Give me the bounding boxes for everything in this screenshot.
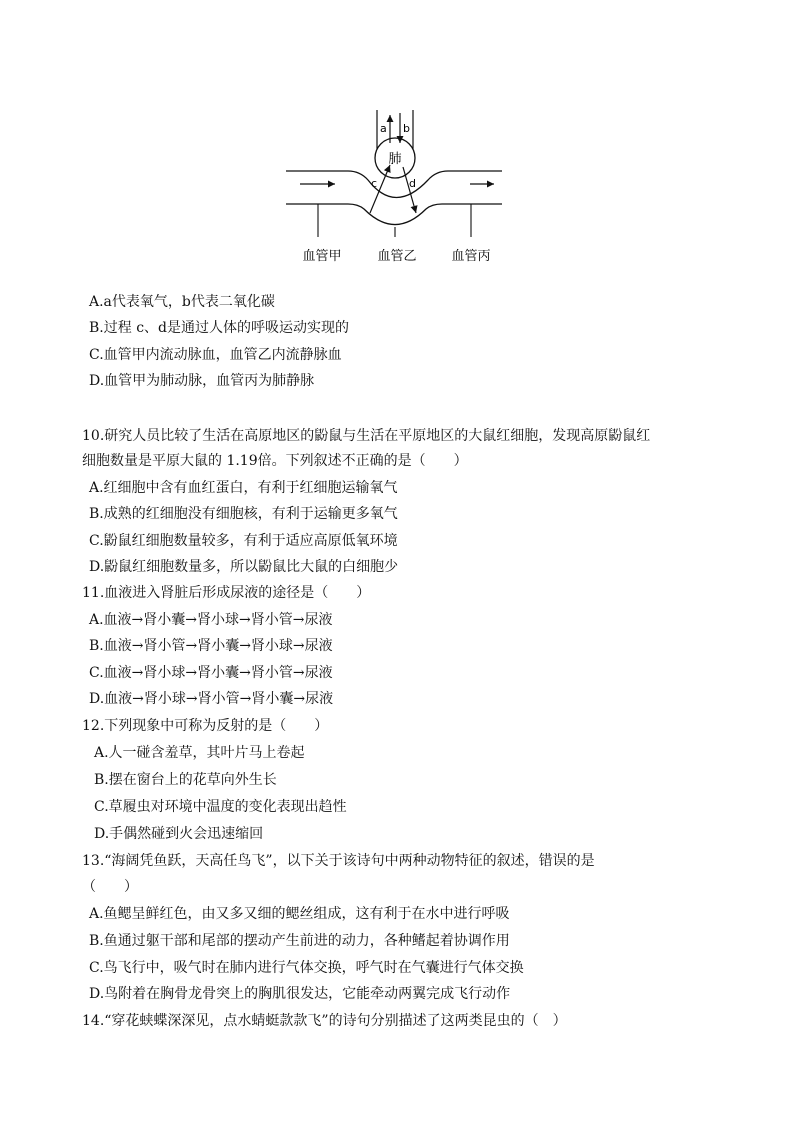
q9-option-b: B.过程 c、d是通过人体的呼吸运动实现的 (89, 320, 349, 336)
label-b: b (403, 122, 410, 135)
organ-label: 肺 (388, 152, 402, 167)
q9-option-c: C.血管甲内流动脉血，血管乙内流静脉血 (89, 347, 342, 363)
q13-option-a: A.鱼鳃呈鲜红色，由又多又细的鳃丝组成，这有利于在水中进行呼吸 (89, 906, 510, 922)
q9-option-d: D.血管甲为肺动脉，血管丙为肺静脉 (89, 373, 315, 389)
q12-option-d: D.手偶然碰到火会迅速缩回 (94, 826, 264, 842)
q11-option-b: B.血液→肾小管→肾小囊→肾小球→尿液 (89, 638, 333, 654)
q13-option-b: B.鱼通过躯干部和尾部的摆动产生前进的动力，各种鳍起着协调作用 (89, 933, 510, 949)
q10-option-c: C.鼢鼠红细胞数量较多，有利于适应高原低氧环境 (89, 533, 398, 549)
q10-stem-line2: 细胞数量是平原大鼠的 1.19倍。下列叙述不正确的是（ ） (82, 453, 468, 469)
q13-stem-line1: 13.“海阔凭鱼跃，天高任鸟飞”，以下关于该诗句中两种动物特征的叙述，错误的是 (82, 853, 595, 869)
q12-option-b: B.摆在窗台上的花草向外生长 (94, 772, 277, 788)
vessel-label-1: 血管甲 (302, 249, 342, 264)
q12-option-c: C.草履虫对环境中温度的变化表现出趋性 (94, 799, 347, 815)
q14-stem: 14.“穿花蛱蝶深深见，点水蜻蜓款款飞”的诗句分别描述了这两类昆虫的（ ） (82, 1013, 567, 1029)
q11-stem: 11.血液进入肾脏后形成尿液的途径是（ ） (82, 585, 371, 601)
lung-blood-vessel-diagram (280, 105, 520, 275)
q10-option-a: A.红细胞中含有血红蛋白，有利于红细胞运输氧气 (89, 480, 398, 496)
vessel-label-2: 血管乙 (377, 249, 417, 264)
q12-stem: 12.下列现象中可称为反射的是（ ） (82, 718, 329, 734)
arrow-d (403, 167, 416, 213)
label-d: d (409, 177, 416, 190)
q13-stem-line2: （ ） (82, 879, 138, 895)
label-a: a (380, 122, 387, 135)
q10-option-b: B.成熟的红细胞没有细胞核，有利于运输更多氧气 (89, 506, 398, 522)
label-c: c (371, 177, 378, 190)
q12-option-a: A.人一碰含羞草，其叶片马上卷起 (94, 745, 305, 761)
q11-option-c: C.血液→肾小球→肾小囊→肾小管→尿液 (89, 665, 333, 681)
q9-option-a: A.a代表氧气，b代表二氧化碳 (89, 294, 275, 310)
q11-option-d: D.血液→肾小球→肾小管→肾小囊→尿液 (89, 691, 334, 707)
q11-option-a: A.血液→肾小囊→肾小球→肾小管→尿液 (89, 612, 333, 628)
q10-stem-line1: 10.研究人员比较了生活在高原地区的鼢鼠与生活在平原地区的大鼠红细胞，发现高原鼢鼠红 (82, 428, 651, 444)
vessel-label-3: 血管丙 (451, 249, 491, 264)
q10-option-d: D.鼢鼠红细胞数量多，所以鼢鼠比大鼠的白细胞少 (89, 559, 399, 575)
diagram-svg (280, 105, 520, 275)
q13-option-c: C.鸟飞行中，吸气时在肺内进行气体交换，呼气时在气囊进行气体交换 (89, 960, 524, 976)
q13-option-d: D.鸟附着在胸骨龙骨突上的胸肌很发达，它能牵动两翼完成飞行动作 (89, 986, 511, 1002)
